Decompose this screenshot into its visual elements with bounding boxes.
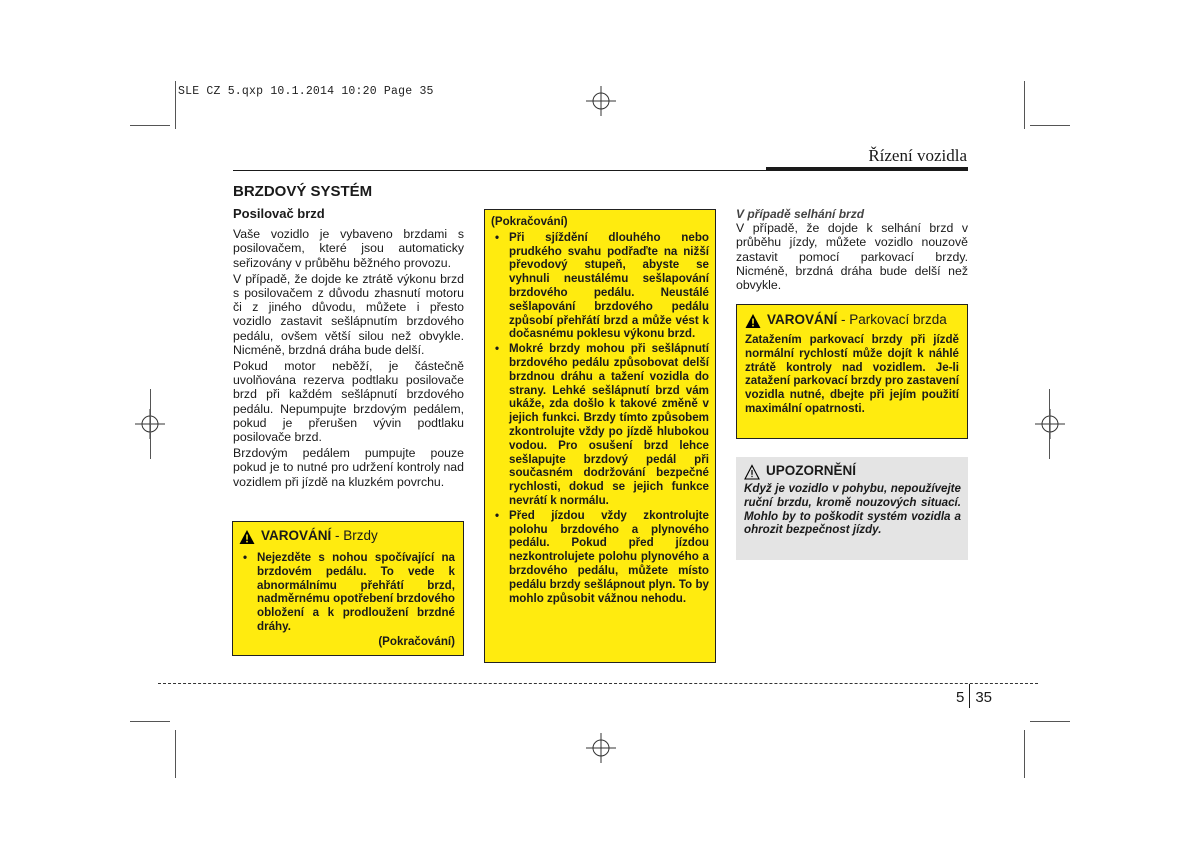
crop-mark	[1024, 730, 1025, 778]
crop-mark	[1049, 389, 1050, 459]
paragraph: Pokud motor neběží, je částečně uvolňována rezerva podtlaku posilovače brzd při každém sešlápnutí brzdového pedálu. Nepumpujte brzdovým pedálem, pokud je přerušen vývin podtlaku posilovače brzd.	[233, 359, 464, 445]
caution-triangle-icon	[744, 464, 760, 480]
chapter-number: 5	[956, 689, 965, 706]
paragraph: Brzdovým pedálem pumpujte pouze pokud je to nutné pro udržení kontroly nad vozidlem při jízdě na kluzkém povrchu.	[233, 446, 464, 489]
crop-mark	[1024, 81, 1025, 129]
header-rule-thick	[766, 167, 968, 171]
warning-item: • Při sjíždění dlouhého nebo prudkého svahu podřaďte na nižší převodový stupeň, abyste se vyhnuli neustálému sešlapování brzdového pedálu. Neustálé sešlapování brzdového pedálu způsobí přehřátí brzd a může vést k dočasnému poklesu výkonu brzd.	[491, 231, 709, 341]
subheading: V případě selhání brzd	[736, 207, 865, 221]
warning-label: VAROVÁNÍ	[767, 312, 838, 327]
warning-box-continued	[484, 209, 716, 663]
warning-subject: - Parkovací brzda	[837, 312, 947, 327]
caution-label: UPOZORNĚNÍ	[766, 463, 857, 478]
registration-mark-icon	[586, 733, 616, 763]
warning-item: • Před jízdou vždy zkontrolujte polohu brzdového a plynového pedálu. Pokud před jízdou nezkontrolujete polohu plynového a brzdového pedálu, můžete místo pedálu brzdy sešlápnout plyn. To by mohlo způsobit vážnou nehodu.	[491, 509, 709, 606]
warning-title	[745, 313, 959, 329]
page-number-divider	[969, 684, 970, 708]
crop-mark	[175, 730, 176, 778]
warning-label: VAROVÁNÍ	[261, 528, 332, 543]
registration-mark-icon	[586, 86, 616, 116]
warning-subject: - Brzdy	[331, 528, 378, 543]
caution-box	[736, 457, 968, 560]
warning-triangle-icon	[239, 529, 255, 545]
warning-box-parking-brake	[736, 304, 968, 439]
caution-title	[744, 464, 961, 480]
warning-list	[491, 231, 709, 606]
crop-mark	[130, 125, 170, 126]
column-right	[736, 207, 968, 294]
crop-mark	[130, 721, 170, 722]
column-left	[233, 207, 464, 491]
subheading: Posilovač brzd	[233, 206, 325, 221]
continued-label: (Pokračování)	[491, 215, 568, 228]
warning-triangle-icon	[745, 313, 761, 329]
warning-box-brakes	[232, 521, 464, 656]
crop-mark	[150, 389, 151, 459]
crop-mark	[175, 81, 176, 129]
chapter-title: Řízení vozidla	[868, 146, 967, 165]
warning-text: Zatažením parkovací brzdy při jízdě normální rychlostí může dojít k náhlé ztrátě kontroly nad vozidlem. Je-li zatažení parkovací brzdy pro zastavení vozidla nutné, dbejte při jejím použití maximální opatrnosti.	[745, 333, 959, 415]
footer-rule	[158, 683, 1038, 684]
warning-item: • Nejezděte s nohou spočívající na brzdovém pedálu. To vede k abnormálnímu přehřátí brzd, nadměrnému opotřebení brzdového obložení a k prodloužení brzdné dráhy.	[239, 551, 455, 634]
print-slug: SLE CZ 5.qxp 10.1.2014 10:20 Page 35	[178, 85, 434, 98]
page-number-value: 35	[975, 689, 993, 706]
continued-label: (Pokračování)	[378, 634, 455, 648]
paragraph: Vaše vozidlo je vybaveno brzdami s posilovačem, které jsou automaticky seřizovány v průběhu běžného provozu.	[233, 227, 464, 270]
registration-mark-icon	[1035, 409, 1065, 439]
caution-text: Když je vozidlo v pohybu, nepoužívejte ruční brzdu, kromě nouzových situací. Mohlo by to poškodit systém vozidla a ohrozit bezpečnost jízdy.	[744, 482, 961, 537]
warning-item: • Mokré brzdy mohou při sešlápnutí brzdového pedálu způsobovat delší brzdnou dráhu a tažení vozidla do strany. Lehké sešlápnutí brzd vám ukáže, zda došlo k takové změně v jejich funkci. Brzdy tímto způsobem zkontrolujte vždy po jízdě hlubokou vodou. Pro osušení brzd lehce sešlapujte brzdový pedál při současném dodržování bezpečné rychlosti, dokud se jejich funkce nevrátí k normálu.	[491, 342, 709, 508]
paragraph: V případě, že dojde ke ztrátě výkonu brzd s posilovačem z důvodu zhasnutí motoru či z jiného důvodu, můžete i přesto vozidlo zastavit sešlápnutím brzdového pedálu, ovšem větší silou než obvykle. Nicméně, brzdná dráha bude delší.	[233, 271, 464, 357]
page-number	[956, 684, 992, 708]
crop-mark	[1030, 721, 1070, 722]
paragraph: V případě, že dojde k selhání brzd v průběhu jízdy, můžete vozidlo nouzově zastavit pomocí parkovací brzdy. Nicméně, brzdná dráha bude delší než obvykle.	[736, 221, 968, 293]
warning-list	[239, 551, 455, 634]
section-title: BRZDOVÝ SYSTÉM	[233, 183, 373, 200]
crop-mark	[1030, 125, 1070, 126]
warning-title	[239, 529, 455, 545]
